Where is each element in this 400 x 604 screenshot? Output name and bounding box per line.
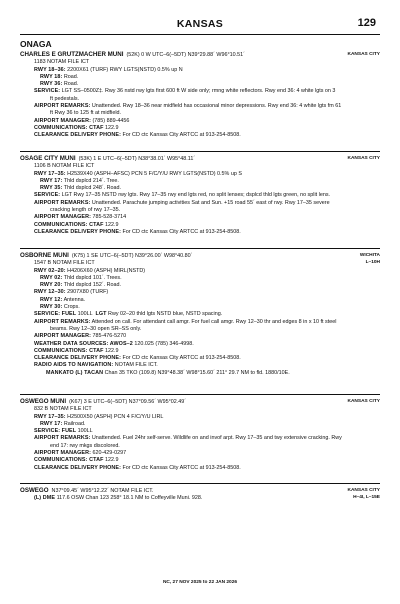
airport-entry-oswego-muni: KANSAS CITY OSWEGO MUNI (K67) 3 E UTC–6(–5DT) N37°09.56´ W95°02.49´ 832 B NOTAM FILE ICT RWY 17–35: H2500X50 (ASPH) PCN 4 F/C/Y/U LIRL RWY 17: Railroad. SERVICE: FUEL 100LL AIRPORT REMARKS: Unattended. Fuel 24hr self-serve. Wildlife on and invof arpt. Rwy 17–35 and twy extensive cracking. Rwy end 17: rwy mkgs discolored. AIRPORT MANAGER: 620-429-0297 COMMUNICATIONS: CTAF 122.9 CLEARANCE DELIVERY PHONE: For CD ctc Kansas City ARTCC at 913-254-8508.: [20, 398, 380, 471]
entry-divider: [20, 151, 380, 152]
elevation-line: 1547 B NOTAM FILE ICT: [34, 260, 95, 267]
state-header: KANSAS: [176, 18, 224, 30]
page-number: 129: [357, 17, 376, 29]
chart-label: H–4I, L–15E: [353, 494, 380, 500]
sectional-label: KANSAS CITY: [347, 156, 380, 161]
airport-name: OSWEGO MUNI: [20, 398, 67, 405]
airport-info: (53K) 1 E UTC–6(–5DT) N38°38.01´ W95°48.11´: [78, 156, 196, 162]
entry-divider: [20, 483, 380, 484]
chart-label: L–10H: [365, 259, 380, 265]
airport-entry-charles: KANSAS CITY CHARLES E GRUTZMACHER MUNI (52K) 0 W UTC–6(–5DT) N39°29.88´ W96°10.51´ 1183 NOTAM FILE ICT RWY 18–36: 2200X61 (TURF) RWY LGTS(NSTD) 0.5% up N RWY 18: Road. RWY 36: Road. SERVICE: LGT SS–0500Z‡. Rwy 36 nstd rwy lgts first 600 ft W side only; rmng white reflectors. Rwy end 36: 4 white lgts on 3 ft pedestals. AIRPORT REMARKS: Unattended. Rwy 18–36 near midfield has occasional minor depressions. Rwy end 36: 4 white lgts fm 61 ft Rwy 36 to 125 ft at midfield. AIRPORT MANAGER: (785) 889-4456 COMMUNICATIONS: CTAF 122.9 CLEARANCE DELIVERY PHONE: For CD ctc Kansas City ARTCC at 913-254-8508.: [20, 51, 380, 139]
airport-info: (K67) 3 E UTC–6(–5DT) N37°09.56´ W95°02.49´: [69, 399, 187, 405]
airport-info: (K75) 1 SE UTC–6(–5DT) N39°26.00´ W98°40.80´: [71, 253, 193, 259]
effective-dates-footer: NC, 27 NOV 2025 to 22 JAN 2026: [162, 580, 238, 585]
elevation-line: 832 B NOTAM FILE ICT: [34, 406, 92, 413]
airport-entry-osborne: WICHITA L–10H OSBORNE MUNI (K75) 1 SE UTC–6(–5DT) N39°26.00´ W98°40.80´ 1547 B NOTAM FILE ICT RWY 02–20: H4206X60 (ASPH) MIRL(NSTD) RWY 02: Thld dsplcd 101´. Trees. RWY 20: Thld dsplcd 152´. Road. RWY 12–30: 2907X80 (TURF) RWY 12: Antenna. RWY 30: Crops. SERVICE: FUEL 100LL LGT Rwy 02–20 thld lgts NSTD blue, NSTD spacing. AIRPORT REMARKS: Attended on call. For attendant call amgr. For fuel call amgr. Rwy 12–30 thr and edges 8 in x 10 ft steel beams. Rwy 12–30 open SR–SS only. AIRPORT MANAGER: 785-476-5270 WEATHER DATA SOURCES: AWOS–2 120.025 (785) 346-4998. COMMUNICATIONS: CTAF 122.9 CLEARANCE DELIVERY PHONE: For CD ctc Kansas City ARTCC at 913-254-8508. RADIO AIDS TO NAVIGATION: NOTAM FILE ICT. MANKATO (L) TACAN Chan 35 TKO (109.8) N39°48.38´ W98°15.60´ 211° 29.7 NM to fld. 1880/10E.: [20, 252, 380, 376]
entry-divider: [20, 394, 380, 395]
airport-name: OSAGE CITY MUNI: [20, 155, 76, 162]
sectional-label: WICHITA: [359, 253, 380, 258]
airport-name: OSBORNE MUNI: [20, 252, 69, 259]
entry-divider: [20, 248, 380, 249]
elevation-line: 1106 B NOTAM FILE ICT: [34, 163, 95, 170]
airport-name: CHARLES E GRUTZMACHER MUNI: [20, 51, 124, 58]
city-heading: ONAGA: [20, 39, 52, 49]
header-rule: [20, 34, 380, 35]
airport-info: (52K) 0 W UTC–6(–5DT) N39°29.88´ W96°10.51´: [126, 52, 245, 58]
navaid-info: N37°09.45´ W95°12.22´ NOTAM FILE ICT.: [51, 488, 154, 494]
navaid-name: OSWEGO: [20, 487, 49, 494]
elevation-line: 1183 NOTAM FILE ICT: [34, 59, 90, 66]
sectional-label: KANSAS CITY: [347, 52, 380, 57]
sectional-label: KANSAS CITY: [347, 399, 380, 404]
navaid-entry-oswego: KANSAS CITY H–4I, L–15E OSWEGO N37°09.45´ W95°12.22´ NOTAM FILE ICT. (L) DME 117.6 OSW Chan 123 258° 18.1 NM to Coffeyville Muni. 928.: [20, 487, 380, 502]
airport-entry-osage: KANSAS CITY OSAGE CITY MUNI (53K) 1 E UTC–6(–5DT) N38°38.01´ W95°48.11´ 1106 B NOTAM FILE ICT RWY 17–35: H2539X40 (ASPH–AFSC) PCN 5 F/C/Y/U RWY LGTS(NSTD) 0.5% up S RWY 17: Thld dsplcd 214´. Tree. RWY 35: Thld dsplcd 248´. Road. SERVICE: LGT Rwy 17–35 NSTD rwy lgts. Rwy 17–35 rwy end lgts red, no split lenses; dsplcd thld lgts green, no split lens. AIRPORT REMARKS: Unattended. Parachute jumping activities Sat and Sun. +15 road 55´ east of rwy. Rwy 17–35 severe cracking length of rwy 17–35. AIRPORT MANAGER: 785-528-3714 COMMUNICATIONS: CTAF 122.9 CLEARANCE DELIVERY PHONE: For CD ctc Kansas City ARTCC at 913-254-8508.: [20, 155, 380, 235]
sectional-label: KANSAS CITY: [347, 488, 380, 493]
